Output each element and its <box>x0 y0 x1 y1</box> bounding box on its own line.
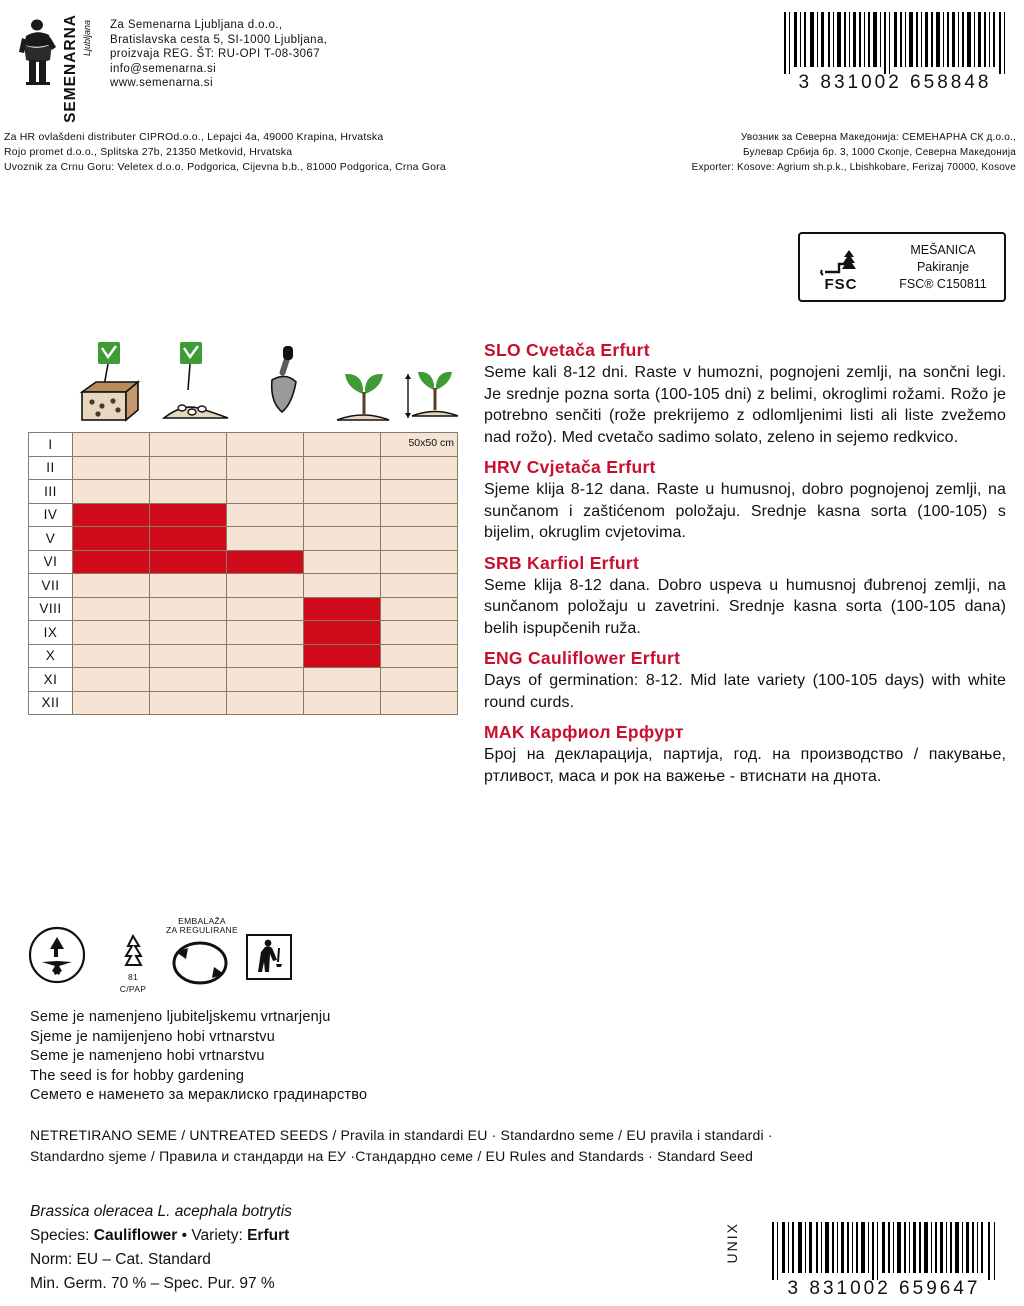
calendar-cell <box>227 503 304 527</box>
calendar-cell-filled <box>227 550 304 574</box>
calendar-cell-spacing <box>381 433 458 457</box>
calendar-cell <box>227 691 304 715</box>
calendar-cell-filled <box>150 527 227 551</box>
company-address-line: proizvaja REG. ŠT: RU-OPI T-08-3067 <box>110 48 320 60</box>
table-row <box>29 480 458 504</box>
calendar-cell <box>304 503 381 527</box>
hobby-gardening-notice <box>30 1008 367 1106</box>
calendar-cell-filled <box>150 550 227 574</box>
fsc-tree-icon <box>819 242 863 276</box>
calendar-cell <box>381 550 458 574</box>
month-label: III <box>29 480 73 504</box>
distributor-line: Exporter: Kosove: Agrium sh.p.k., Lbishkobare, Ferizaj 70000, Kosove <box>691 162 1016 173</box>
calendar-cell <box>381 621 458 645</box>
green-dot-caption-line1: EMBALAŽA <box>178 916 226 926</box>
distributor-line: Za HR ovlašdeni distributer CIPROd.o.o., Lepajci 4a, 49000 Krapina, Hrvatska <box>4 131 384 143</box>
hobby-line-slo: Seme je namenjeno ljubiteljskemu vrtnarjenju <box>30 1009 331 1025</box>
description-text-slo: Seme kali 8-12 dni. Raste v humozni, pognojeni zemlji, na sončni legi. Je srednje pozna sorta (100-105 dni) z belimi, okroglimi rožami. Rožo je potrebno senčiti (rože prekrijemo z odlomljenimi listi ali liste zvežemo nad rožo). Med cvetačo sadimo solato, zeleno in sejemo redkvico. <box>484 364 1006 446</box>
table-row <box>29 503 458 527</box>
calendar-cell <box>73 480 150 504</box>
distributor-line: Uvoznik za Crnu Goru: Veletex d.o.o. Podgorica, Cijevna b.b., 81000 Podgorica, Crna Gora <box>4 161 446 173</box>
distributor-right-block <box>692 130 1016 175</box>
germination-line: Min. Germ. 70 % – Spec. Pur. 97 % <box>30 1275 275 1292</box>
rules-line-1: NETRETIRANO SEME / UNTREATED SEEDS / Pravila in standardi EU · Standardno seme / EU pravila i standardi · <box>30 1127 773 1143</box>
calendar-body <box>29 433 458 715</box>
month-label: V <box>29 527 73 551</box>
calendar-cell <box>73 433 150 457</box>
brand-name: SEMENARNA <box>62 14 79 123</box>
calendar-cell <box>381 456 458 480</box>
month-label: II <box>29 456 73 480</box>
calendar-cell <box>304 480 381 504</box>
calendar-cell-filled <box>304 621 381 645</box>
seedling-icon <box>325 336 401 432</box>
calendar-cell-filled <box>304 644 381 668</box>
calendar-cell <box>150 668 227 692</box>
norm-line: Norm: EU – Cat. Standard <box>30 1251 211 1268</box>
month-label: I <box>29 433 73 457</box>
barcode-bottom-digits: 3 831002 659647 <box>787 1278 981 1299</box>
calendar-cell <box>150 621 227 645</box>
company-email: info@semenarna.si <box>110 62 217 75</box>
bin-icon <box>246 934 292 985</box>
table-row <box>29 668 458 692</box>
calendar-cell <box>381 503 458 527</box>
calendar-cell <box>227 597 304 621</box>
company-address-line: Bratislavska cesta 5, SI-1000 Ljubljana, <box>110 33 328 46</box>
calendar-cell <box>73 621 150 645</box>
fsc-logo <box>800 234 882 300</box>
table-row <box>29 574 458 598</box>
recycling-loop-icon <box>28 926 86 989</box>
calendar-cell <box>227 644 304 668</box>
description-title-srb: SRB Karfiol Erfurt <box>484 552 640 573</box>
distributor-line: Увозник за Северна Македонија: СЕМЕНАРНА СК д.о.о., <box>740 132 1016 143</box>
calendar-cell <box>73 456 150 480</box>
description-title-eng: ENG Cauliflower Erfurt <box>484 648 681 668</box>
barcode-icon <box>782 12 1010 74</box>
table-row <box>29 621 458 645</box>
calendar-cell <box>381 480 458 504</box>
brand-wordmark <box>62 14 92 123</box>
distributor-line: Rojo promet d.o.o., Splitska 27b, 21350 Metkovid, Hrvatska <box>4 146 293 158</box>
month-label: IX <box>29 621 73 645</box>
calendar-icon-row <box>28 336 458 432</box>
calendar-cell <box>304 691 381 715</box>
calendar-cell <box>150 691 227 715</box>
rules-line-2: Standardno sjeme / Правила и стандарди на ЕУ ·Стандардно семе / EU Rules and Standards · Standard Seed <box>30 1148 754 1164</box>
calendar-cell-filled <box>304 597 381 621</box>
latin-name: Brassica oleracea L. acephala botrytis <box>30 1203 292 1220</box>
fsc-line-1: MEŠANICA <box>910 242 976 257</box>
calendar-cell <box>150 574 227 598</box>
calendar-cell <box>381 668 458 692</box>
fsc-line-2: Pakiranje <box>916 259 970 274</box>
description-title-slo: SLO Cvetača Erfurt <box>484 340 650 360</box>
sower-figure-icon <box>18 16 58 86</box>
calendar-cell <box>150 456 227 480</box>
header <box>0 0 1024 123</box>
calendar-cell <box>73 691 150 715</box>
green-dot-icon <box>168 938 232 993</box>
fsc-certification-box <box>798 232 1006 302</box>
calendar-cell <box>227 527 304 551</box>
calendar-cell <box>73 574 150 598</box>
species-info-block <box>30 1200 292 1296</box>
calendar-cell <box>381 691 458 715</box>
calendar-cell-filled <box>73 527 150 551</box>
species-value: Cauliflower <box>93 1227 178 1244</box>
calendar-cell <box>381 574 458 598</box>
table-row <box>29 550 458 574</box>
recycling-icons <box>28 916 328 994</box>
calendar-cell <box>227 621 304 645</box>
hobby-line-srb: Seme je namenjeno hobi vrtnarstvu <box>30 1048 265 1064</box>
green-dot-caption-line2: ZA REGULIRANE <box>166 925 238 935</box>
barcode-icon <box>770 1222 1000 1280</box>
description-text-eng: Days of germination: 8-12. Mid late variety (100-105 days) with white round curds. <box>484 672 1006 711</box>
unix-label: UNIX <box>724 1222 740 1264</box>
calendar-cell <box>227 433 304 457</box>
variety-value: Erfurt <box>247 1227 290 1244</box>
fsc-text <box>882 242 1004 293</box>
month-label: IV <box>29 503 73 527</box>
species-label: Species: <box>30 1227 90 1244</box>
calendar-table <box>28 432 458 715</box>
description-text-srb: Seme klija 8-12 dana. Dobro uspeva u humusnoj đubrenoj zemlji, na sunčanom položaju u zavetrini. Srednje kasna sorta (100-105 dana) belih ispupčenih ruža. <box>484 576 1006 637</box>
barcode-top-digits: 3 831002 658848 <box>798 72 992 93</box>
description-title-mak: MAK Карфиол Ерфурт <box>484 722 684 742</box>
calendar-cell <box>227 574 304 598</box>
company-address <box>110 18 327 91</box>
month-label: VI <box>29 550 73 574</box>
table-row <box>29 597 458 621</box>
month-label: VII <box>29 574 73 598</box>
seed-tray-icon <box>74 336 150 432</box>
trowel-icon <box>242 336 318 432</box>
table-row <box>29 644 458 668</box>
brand-sub: Ljubljana <box>82 20 92 57</box>
species-line <box>30 1224 292 1248</box>
calendar-cell <box>150 480 227 504</box>
calendar-cell <box>381 644 458 668</box>
calendar-cell <box>304 668 381 692</box>
variety-label: • Variety: <box>181 1227 243 1244</box>
calendar-cell <box>227 480 304 504</box>
description-text-hrv: Sjeme klija 8-12 dana. Raste u humusnoj, dobro pognojenoj zemlji, na sunčanom i zaštićenom položaju. Srednje kasna sorta (100-105) s bijelim, okruglim cvjetovima. <box>484 481 1006 541</box>
calendar-cell <box>227 668 304 692</box>
calendar-cell <box>150 433 227 457</box>
brand-logo <box>14 10 104 123</box>
company-website: www.semenarna.si <box>110 77 213 89</box>
calendar-cell <box>381 527 458 551</box>
fsc-code: FSC® C150811 <box>899 276 987 291</box>
month-label: XII <box>29 691 73 715</box>
paper-code-number: 81 <box>127 972 139 982</box>
table-row <box>29 527 458 551</box>
calendar-cell <box>73 668 150 692</box>
eu-rules-notice <box>30 1125 970 1167</box>
hobby-line-eng: The seed is for hobby gardening <box>30 1067 245 1084</box>
calendar-cell <box>304 574 381 598</box>
fsc-mark-text: FSC <box>824 275 858 293</box>
distributor-left-block <box>4 130 446 175</box>
calendar-cell <box>381 597 458 621</box>
month-label: VIII <box>29 597 73 621</box>
calendar-cell <box>73 644 150 668</box>
distributor-line: Булевар Србија бр. 3, 1000 Скопје, Северна Македонија <box>743 147 1016 158</box>
description-text-mak: Број на декларација, партија, год. на производство / пакување, ртливост, маса и рок на важење - втиснати на днота. <box>484 746 1006 785</box>
calendar-cell <box>304 456 381 480</box>
hobby-line-hrv: Sjeme je namijenjeno hobi vrtnarstvu <box>30 1028 275 1045</box>
sowing-calendar <box>28 336 458 715</box>
calendar-cell <box>304 433 381 457</box>
description-panel <box>484 340 1006 796</box>
calendar-cell <box>73 597 150 621</box>
company-address-line: Za Semenarna Ljubljana d.o.o., <box>110 19 283 31</box>
calendar-cell-filled <box>73 503 150 527</box>
month-label: XI <box>29 668 73 692</box>
calendar-cell <box>227 456 304 480</box>
seed-sowing-icon <box>158 336 234 432</box>
calendar-cell-filled <box>73 550 150 574</box>
spacing-seedling-icon <box>404 336 462 432</box>
calendar-cell-filled <box>150 503 227 527</box>
table-row <box>29 456 458 480</box>
spacing-label: 50x50 cm <box>408 437 454 449</box>
paper-code-letters: C/PAP <box>119 984 147 994</box>
calendar-cell <box>150 644 227 668</box>
calendar-cell <box>304 550 381 574</box>
month-label: X <box>29 644 73 668</box>
description-title-hrv: HRV Cvjetača Erfurt <box>484 457 656 477</box>
hobby-line-mak: Семето е наменето за мераклиско градинарство <box>30 1087 368 1103</box>
table-row <box>29 691 458 715</box>
calendar-cell <box>304 527 381 551</box>
calendar-cell <box>150 597 227 621</box>
table-row <box>29 433 458 457</box>
